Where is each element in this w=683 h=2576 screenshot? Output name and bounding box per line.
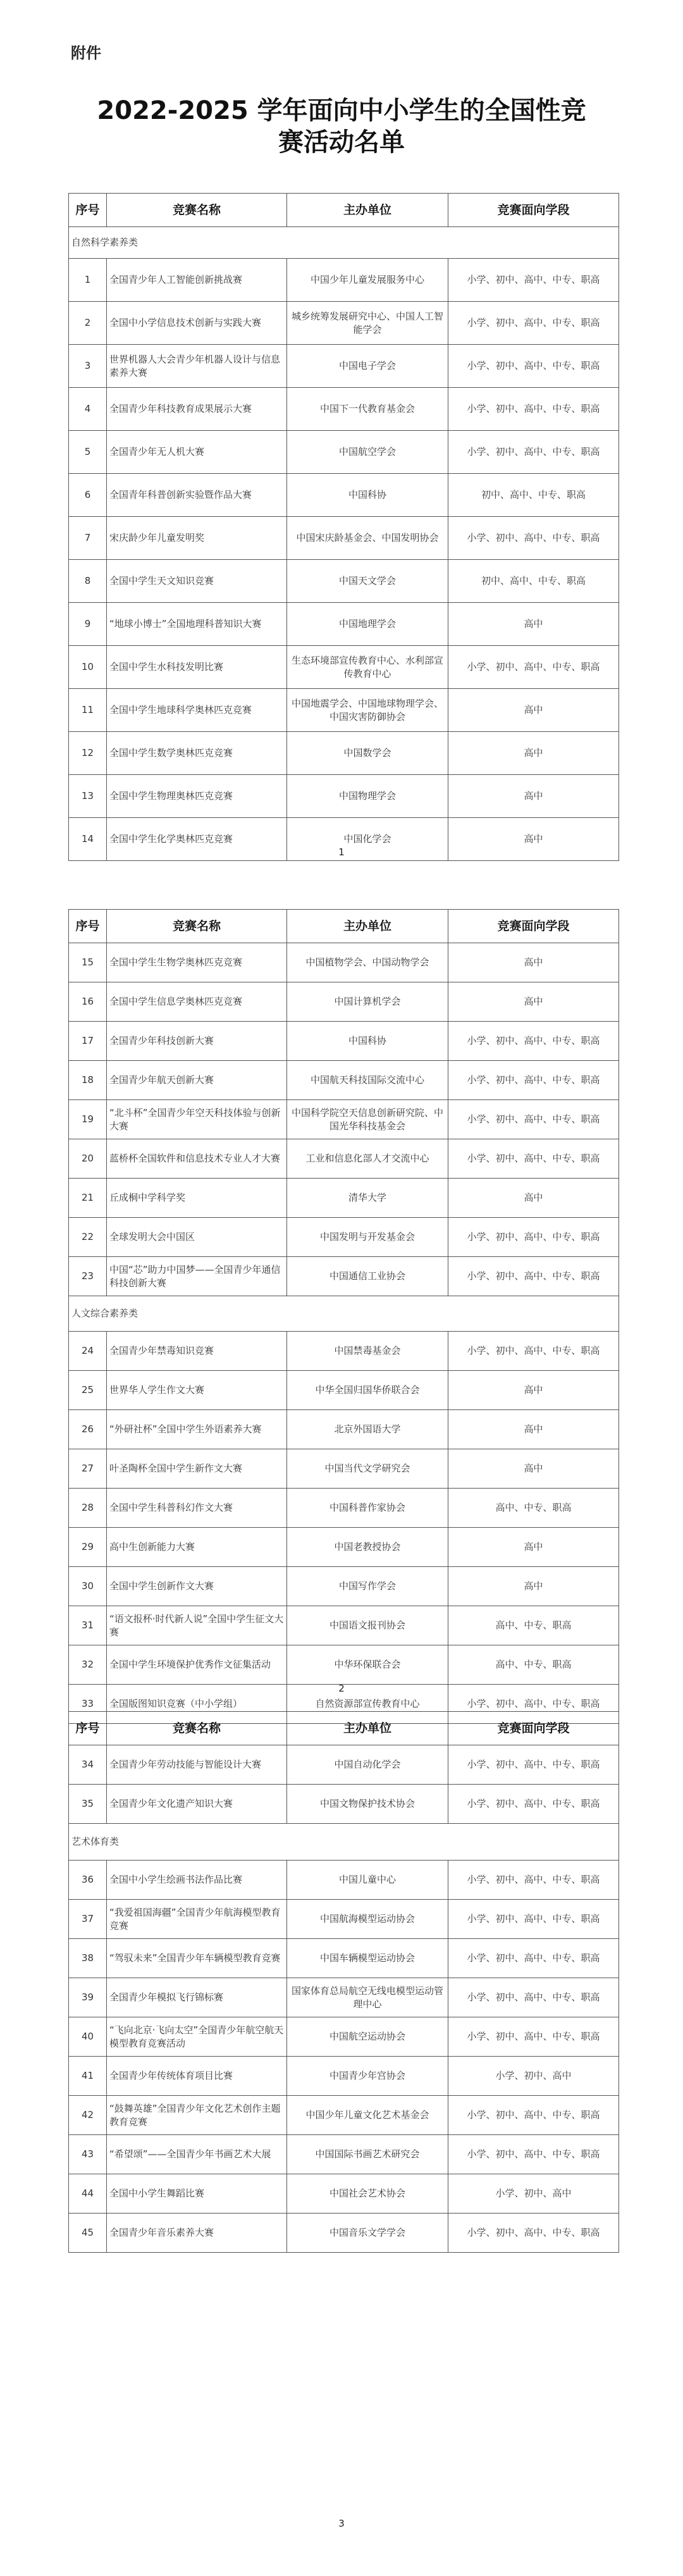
competition-name: 全国中学生信息学奥林匹克竞赛 bbox=[107, 982, 287, 1022]
competition-name: 全国青少年禁毒知识竞赛 bbox=[107, 1332, 287, 1371]
organizer-name: 中国文物保护技术协会 bbox=[287, 1785, 448, 1824]
competition-name: 全国青少年人工智能创新挑战赛 bbox=[107, 259, 287, 302]
organizer-name: 中国语文报刊协会 bbox=[287, 1606, 448, 1645]
target-stage: 高中 bbox=[448, 732, 619, 775]
row-number: 41 bbox=[69, 2057, 107, 2096]
competition-name: 全国青年科普创新实验暨作品大赛 bbox=[107, 474, 287, 517]
target-stage: 初中、高中、中专、职高 bbox=[448, 560, 619, 603]
table-row bbox=[69, 2214, 619, 2253]
row-number: 43 bbox=[69, 2135, 107, 2174]
title-line-2: 赛活动名单 bbox=[278, 128, 405, 157]
competition-name: 全国中学生数学奥林匹克竞赛 bbox=[107, 732, 287, 775]
target-stage: 小学、初中、高中、中专、职高 bbox=[448, 1022, 619, 1061]
row-number: 28 bbox=[69, 1489, 107, 1528]
competition-name: “我爱祖国海疆”全国青少年航海模型教育竞赛 bbox=[107, 1900, 287, 1939]
row-number: 32 bbox=[69, 1645, 107, 1685]
table-row bbox=[69, 1606, 619, 1645]
target-stage: 高中 bbox=[448, 689, 619, 732]
category-label: 自然科学素养类 bbox=[69, 227, 619, 259]
competition-name: 全国青少年音乐素养大赛 bbox=[107, 2214, 287, 2253]
competition-name: “飞向北京·飞向太空”全国青少年航空航天模型教育竞赛活动 bbox=[107, 2017, 287, 2057]
target-stage: 小学、初中、高中、中专、职高 bbox=[448, 646, 619, 689]
organizer-name: 自然资源部宣传教育中心 bbox=[287, 1685, 448, 1724]
row-number: 8 bbox=[69, 560, 107, 603]
row-number: 42 bbox=[69, 2096, 107, 2135]
table-row bbox=[69, 2096, 619, 2135]
row-number: 34 bbox=[69, 1745, 107, 1785]
organizer-name: 国家体育总局航空无线电模型运动管理中心 bbox=[287, 1978, 448, 2017]
table-row bbox=[69, 1218, 619, 1257]
row-number: 39 bbox=[69, 1978, 107, 2017]
row-number: 24 bbox=[69, 1332, 107, 1371]
competition-name: 全国中小学生舞蹈比赛 bbox=[107, 2174, 287, 2214]
table-row bbox=[69, 1785, 619, 1824]
competition-name: 全国版图知识竞赛（中小学组） bbox=[107, 1685, 287, 1724]
competition-name: 全国中小学信息技术创新与实践大赛 bbox=[107, 302, 287, 345]
target-stage: 小学、初中、高中、中专、职高 bbox=[448, 1257, 619, 1296]
competition-name: 全国中学生物理奥林匹克竞赛 bbox=[107, 775, 287, 818]
competition-name: 蓝桥杯全国软件和信息技术专业人才大赛 bbox=[107, 1139, 287, 1179]
header-no: 序号 bbox=[69, 194, 107, 227]
organizer-name: 中国航空学会 bbox=[287, 431, 448, 474]
table-row bbox=[69, 1939, 619, 1978]
target-stage: 高中 bbox=[448, 1371, 619, 1410]
organizer-name: 中国植物学会、中国动物学会 bbox=[287, 943, 448, 982]
target-stage: 小学、初中、高中、中专、职高 bbox=[448, 1139, 619, 1179]
organizer-name: 中国航天科技国际交流中心 bbox=[287, 1061, 448, 1100]
organizer-name: 中国科普作家协会 bbox=[287, 1489, 448, 1528]
organizer-name: 中国车辆模型运动协会 bbox=[287, 1939, 448, 1978]
table-row bbox=[69, 302, 619, 345]
document-title bbox=[0, 95, 683, 158]
competition-name: 全国中学生化学奥林匹克竞赛 bbox=[107, 818, 287, 861]
target-stage: 小学、初中、高中、中专、职高 bbox=[448, 345, 619, 388]
competition-name: 世界华人学生作文大赛 bbox=[107, 1371, 287, 1410]
organizer-name: 北京外国语大学 bbox=[287, 1410, 448, 1449]
target-stage: 高中、中专、职高 bbox=[448, 1489, 619, 1528]
organizer-name: 中国儿童中心 bbox=[287, 1861, 448, 1900]
table-row bbox=[69, 603, 619, 646]
header-stage: 竞赛面向学段 bbox=[448, 1712, 619, 1745]
target-stage: 小学、初中、高中、中专、职高 bbox=[448, 1900, 619, 1939]
row-number: 16 bbox=[69, 982, 107, 1022]
table-row bbox=[69, 1528, 619, 1567]
row-number: 11 bbox=[69, 689, 107, 732]
category-row bbox=[69, 1296, 619, 1332]
table-row bbox=[69, 1257, 619, 1296]
row-number: 37 bbox=[69, 1900, 107, 1939]
target-stage: 小学、初中、高中 bbox=[448, 2057, 619, 2096]
target-stage: 小学、初中、高中、中专、职高 bbox=[448, 1061, 619, 1100]
target-stage: 小学、初中、高中、中专、职高 bbox=[448, 388, 619, 431]
target-stage: 小学、初中、高中、中专、职高 bbox=[448, 1218, 619, 1257]
row-number: 26 bbox=[69, 1410, 107, 1449]
competition-name: 全国中学生创新作文大赛 bbox=[107, 1567, 287, 1606]
page-number-1: 1 bbox=[338, 846, 345, 858]
table-row bbox=[69, 1179, 619, 1218]
organizer-name: 中国科协 bbox=[287, 1022, 448, 1061]
organizer-name: 中国天文学会 bbox=[287, 560, 448, 603]
organizer-name: 中国通信工业协会 bbox=[287, 1257, 448, 1296]
competition-name: 宋庆龄少年儿童发明奖 bbox=[107, 517, 287, 560]
organizer-name: 中国自动化学会 bbox=[287, 1745, 448, 1785]
table-row bbox=[69, 517, 619, 560]
target-stage: 初中、高中、中专、职高 bbox=[448, 474, 619, 517]
competition-name: “鼓舞英雄”全国青少年文化艺术创作主题教育竞赛 bbox=[107, 2096, 287, 2135]
competition-name: 全国青少年无人机大赛 bbox=[107, 431, 287, 474]
row-number: 2 bbox=[69, 302, 107, 345]
organizer-name: 清华大学 bbox=[287, 1179, 448, 1218]
organizer-name: 中国音乐文学学会 bbox=[287, 2214, 448, 2253]
competition-name: 全国中学生科普科幻作文大赛 bbox=[107, 1489, 287, 1528]
competition-name: 全国青少年文化遗产知识大赛 bbox=[107, 1785, 287, 1824]
organizer-name: 中国宋庆龄基金会、中国发明协会 bbox=[287, 517, 448, 560]
header-no: 序号 bbox=[69, 910, 107, 943]
organizer-name: 中国地震学会、中国地球物理学会、中国灾害防御协会 bbox=[287, 689, 448, 732]
target-stage: 小学、初中、高中、中专、职高 bbox=[448, 2135, 619, 2174]
table-row bbox=[69, 345, 619, 388]
header-organizer: 主办单位 bbox=[287, 1712, 448, 1745]
attachment-label: 附件 bbox=[71, 44, 101, 62]
organizer-name: 中国航海模型运动协会 bbox=[287, 1900, 448, 1939]
table-row bbox=[69, 431, 619, 474]
table-row bbox=[69, 1332, 619, 1371]
table-row bbox=[69, 982, 619, 1022]
header-stage: 竞赛面向学段 bbox=[448, 194, 619, 227]
competition-name: “北斗杯”全国青少年空天科技体验与创新大赛 bbox=[107, 1100, 287, 1139]
table-row bbox=[69, 560, 619, 603]
table-row bbox=[69, 1061, 619, 1100]
row-number: 6 bbox=[69, 474, 107, 517]
competition-name: 全国中学生水科技发明比赛 bbox=[107, 646, 287, 689]
row-number: 23 bbox=[69, 1257, 107, 1296]
competition-name: 高中生创新能力大赛 bbox=[107, 1528, 287, 1567]
row-number: 18 bbox=[69, 1061, 107, 1100]
organizer-name: 中国计算机学会 bbox=[287, 982, 448, 1022]
row-number: 3 bbox=[69, 345, 107, 388]
page-number-2: 2 bbox=[338, 1683, 345, 1694]
competition-name: 全国中学生天文知识竞赛 bbox=[107, 560, 287, 603]
target-stage: 小学、初中、高中、中专、职高 bbox=[448, 431, 619, 474]
organizer-name: 中华全国归国华侨联合会 bbox=[287, 1371, 448, 1410]
category-row bbox=[69, 227, 619, 259]
header-name: 竞赛名称 bbox=[107, 194, 287, 227]
category-row bbox=[69, 1824, 619, 1861]
organizer-name: 生态环境部宣传教育中心、水利部宣传教育中心 bbox=[287, 646, 448, 689]
table-row bbox=[69, 1410, 619, 1449]
organizer-name: 中国发明与开发基金会 bbox=[287, 1218, 448, 1257]
row-number: 22 bbox=[69, 1218, 107, 1257]
title-line-1: 2022-2025 学年面向中小学生的全国性竞 bbox=[97, 96, 586, 125]
competition-name: “希望颂”——全国青少年书画艺术大展 bbox=[107, 2135, 287, 2174]
row-number: 30 bbox=[69, 1567, 107, 1606]
row-number: 38 bbox=[69, 1939, 107, 1978]
target-stage: 小学、初中、高中、中专、职高 bbox=[448, 1785, 619, 1824]
competition-name: “语文报杯·时代新人说”全国中学生征文大赛 bbox=[107, 1606, 287, 1645]
target-stage: 小学、初中、高中、中专、职高 bbox=[448, 2096, 619, 2135]
target-stage: 小学、初中、高中、中专、职高 bbox=[448, 1332, 619, 1371]
table-row bbox=[69, 1489, 619, 1528]
target-stage: 小学、初中、高中、中专、职高 bbox=[448, 302, 619, 345]
target-stage: 高中 bbox=[448, 982, 619, 1022]
target-stage: 小学、初中、高中、中专、职高 bbox=[448, 2017, 619, 2057]
row-number: 7 bbox=[69, 517, 107, 560]
row-number: 17 bbox=[69, 1022, 107, 1061]
competition-name: “驾驭未来”全国青少年车辆模型教育竞赛 bbox=[107, 1939, 287, 1978]
table-row bbox=[69, 474, 619, 517]
header-name: 竞赛名称 bbox=[107, 910, 287, 943]
competition-name: 全国中学生地球科学奥林匹克竞赛 bbox=[107, 689, 287, 732]
table-row bbox=[69, 1645, 619, 1685]
table-row bbox=[69, 1371, 619, 1410]
table-row bbox=[69, 388, 619, 431]
row-number: 25 bbox=[69, 1371, 107, 1410]
target-stage: 小学、初中、高中 bbox=[448, 2174, 619, 2214]
competition-name: 全国青少年传统体育项目比赛 bbox=[107, 2057, 287, 2096]
row-number: 10 bbox=[69, 646, 107, 689]
header-organizer: 主办单位 bbox=[287, 194, 448, 227]
organizer-name: 中国物理学会 bbox=[287, 775, 448, 818]
target-stage: 高中 bbox=[448, 1567, 619, 1606]
target-stage: 小学、初中、高中、中专、职高 bbox=[448, 1939, 619, 1978]
competition-name: 世界机器人大会青少年机器人设计与信息素养大赛 bbox=[107, 345, 287, 388]
table-row bbox=[69, 646, 619, 689]
competition-name: 全球发明大会中国区 bbox=[107, 1218, 287, 1257]
competition-table-page-3 bbox=[68, 1711, 619, 2253]
organizer-name: 中国科协 bbox=[287, 474, 448, 517]
organizer-name: 中国青少年宫协会 bbox=[287, 2057, 448, 2096]
table-row bbox=[69, 1900, 619, 1939]
header-name: 竞赛名称 bbox=[107, 1712, 287, 1745]
organizer-name: 中国航空运动协会 bbox=[287, 2017, 448, 2057]
row-number: 44 bbox=[69, 2174, 107, 2214]
header-stage: 竞赛面向学段 bbox=[448, 910, 619, 943]
organizer-name: 中国科学院空天信息创新研究院、中国光华科技基金会 bbox=[287, 1100, 448, 1139]
organizer-name: 中国老教授协会 bbox=[287, 1528, 448, 1567]
competition-table-page-1 bbox=[68, 193, 619, 861]
target-stage: 小学、初中、高中、中专、职高 bbox=[448, 1685, 619, 1724]
target-stage: 小学、初中、高中、中专、职高 bbox=[448, 517, 619, 560]
organizer-name: 中国数学会 bbox=[287, 732, 448, 775]
organizer-name: 中国少年儿童发展服务中心 bbox=[287, 259, 448, 302]
organizer-name: 中国当代文学研究会 bbox=[287, 1449, 448, 1489]
competition-name: 全国青少年航天创新大赛 bbox=[107, 1061, 287, 1100]
target-stage: 小学、初中、高中、中专、职高 bbox=[448, 259, 619, 302]
competition-name: “外研社杯”全国中学生外语素养大赛 bbox=[107, 1410, 287, 1449]
target-stage: 小学、初中、高中、中专、职高 bbox=[448, 1978, 619, 2017]
target-stage: 小学、初中、高中、中专、职高 bbox=[448, 1100, 619, 1139]
competition-name: 全国青少年科技教育成果展示大赛 bbox=[107, 388, 287, 431]
target-stage: 高中 bbox=[448, 603, 619, 646]
target-stage: 高中 bbox=[448, 1449, 619, 1489]
table-row bbox=[69, 2017, 619, 2057]
header-organizer: 主办单位 bbox=[287, 910, 448, 943]
organizer-name: 中国社会艺术协会 bbox=[287, 2174, 448, 2214]
competition-name: 叶圣陶杯全国中学生新作文大赛 bbox=[107, 1449, 287, 1489]
organizer-name: 中国国际书画艺术研究会 bbox=[287, 2135, 448, 2174]
table-row bbox=[69, 943, 619, 982]
target-stage: 小学、初中、高中、中专、职高 bbox=[448, 1745, 619, 1785]
table-row bbox=[69, 1139, 619, 1179]
row-number: 15 bbox=[69, 943, 107, 982]
row-number: 14 bbox=[69, 818, 107, 861]
row-number: 21 bbox=[69, 1179, 107, 1218]
table-row bbox=[69, 2057, 619, 2096]
row-number: 4 bbox=[69, 388, 107, 431]
organizer-name: 中华环保联合会 bbox=[287, 1645, 448, 1685]
competition-name: 全国中学生生物学奥林匹克竞赛 bbox=[107, 943, 287, 982]
organizer-name: 中国地理学会 bbox=[287, 603, 448, 646]
table-row bbox=[69, 1567, 619, 1606]
competition-name: 全国中学生环境保护优秀作文征集活动 bbox=[107, 1645, 287, 1685]
table-row bbox=[69, 1100, 619, 1139]
row-number: 9 bbox=[69, 603, 107, 646]
row-number: 12 bbox=[69, 732, 107, 775]
table-row bbox=[69, 689, 619, 732]
table-row bbox=[69, 2135, 619, 2174]
competition-name: 全国青少年劳动技能与智能设计大赛 bbox=[107, 1745, 287, 1785]
category-label: 人文综合素养类 bbox=[69, 1296, 619, 1332]
target-stage: 高中 bbox=[448, 775, 619, 818]
page-number-3: 3 bbox=[338, 2518, 345, 2529]
category-label: 艺术体育类 bbox=[69, 1824, 619, 1861]
target-stage: 高中 bbox=[448, 1528, 619, 1567]
organizer-name: 中国禁毒基金会 bbox=[287, 1332, 448, 1371]
row-number: 31 bbox=[69, 1606, 107, 1645]
organizer-name: 中国电子学会 bbox=[287, 345, 448, 388]
table-row bbox=[69, 259, 619, 302]
table-row bbox=[69, 1449, 619, 1489]
competition-table-page-2 bbox=[68, 909, 619, 1724]
organizer-name: 中国化学会 bbox=[287, 818, 448, 861]
row-number: 5 bbox=[69, 431, 107, 474]
row-number: 20 bbox=[69, 1139, 107, 1179]
header-no: 序号 bbox=[69, 1712, 107, 1745]
competition-name: 全国青少年模拟飞行锦标赛 bbox=[107, 1978, 287, 2017]
row-number: 36 bbox=[69, 1861, 107, 1900]
target-stage: 高中、中专、职高 bbox=[448, 1645, 619, 1685]
organizer-name: 城乡统筹发展研究中心、中国人工智能学会 bbox=[287, 302, 448, 345]
row-number: 27 bbox=[69, 1449, 107, 1489]
row-number: 19 bbox=[69, 1100, 107, 1139]
target-stage: 高中 bbox=[448, 943, 619, 982]
table-row bbox=[69, 1745, 619, 1785]
row-number: 33 bbox=[69, 1685, 107, 1724]
row-number: 35 bbox=[69, 1785, 107, 1824]
row-number: 13 bbox=[69, 775, 107, 818]
target-stage: 小学、初中、高中、中专、职高 bbox=[448, 1861, 619, 1900]
organizer-name: 中国写作学会 bbox=[287, 1567, 448, 1606]
table-row bbox=[69, 775, 619, 818]
competition-name: 全国中小学生绘画书法作品比赛 bbox=[107, 1861, 287, 1900]
competition-name: 全国青少年科技创新大赛 bbox=[107, 1022, 287, 1061]
table-row bbox=[69, 1978, 619, 2017]
target-stage: 小学、初中、高中、中专、职高 bbox=[448, 2214, 619, 2253]
competition-name: 中国“芯”助力中国梦——全国青少年通信科技创新大赛 bbox=[107, 1257, 287, 1296]
organizer-name: 中国少年儿童文化艺术基金会 bbox=[287, 2096, 448, 2135]
organizer-name: 中国下一代教育基金会 bbox=[287, 388, 448, 431]
competition-name: 丘成桐中学科学奖 bbox=[107, 1179, 287, 1218]
table-row bbox=[69, 732, 619, 775]
target-stage: 高中 bbox=[448, 818, 619, 861]
organizer-name: 工业和信息化部人才交流中心 bbox=[287, 1139, 448, 1179]
table-row bbox=[69, 2174, 619, 2214]
row-number: 1 bbox=[69, 259, 107, 302]
table-row bbox=[69, 1022, 619, 1061]
target-stage: 高中 bbox=[448, 1179, 619, 1218]
target-stage: 高中 bbox=[448, 1410, 619, 1449]
table-row bbox=[69, 1861, 619, 1900]
competition-name: “地球小博士”全国地理科普知识大赛 bbox=[107, 603, 287, 646]
row-number: 40 bbox=[69, 2017, 107, 2057]
row-number: 45 bbox=[69, 2214, 107, 2253]
target-stage: 高中、中专、职高 bbox=[448, 1606, 619, 1645]
row-number: 29 bbox=[69, 1528, 107, 1567]
